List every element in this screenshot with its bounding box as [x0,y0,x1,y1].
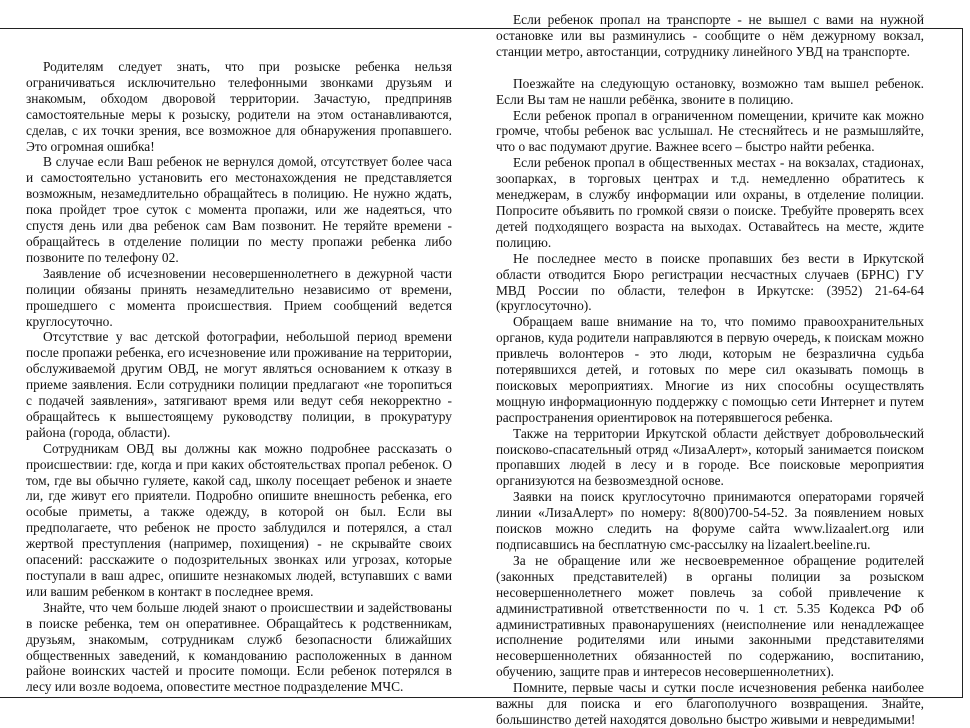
paragraph-lost-on-transport: Если ребенок пропал на транспорте - не вышел с вами на нужной остановке или вы разминулись - сообщите о нём дежурному вокзал, станции метро, автостанции, сотруднику линейного УВД на транспорте. [496,12,924,59]
paragraph-describe-incident: Сотрудникам ОВД вы должны как можно подробнее рассказать о происшествии: где, когда и при каких обстоятельствах пропал ребенок. О том, где вы обычно гуляете, какой сад, школу посещает ребенок и знаете ли, где живут его приятели. Подробно опишите внешность ребенка, его особые приметы, а также одежду, в которой он был. Если вы предполагаете, что ребенок не просто заблудился и потерялся, а стал жертвой преступления (например, похищения) - не скрывайте своих опасений: расскажите о подозрительных звонках или угрозах, которые поступали в ваш адрес, опишите незнакомых людей, вступавших с вами или вашим ребенком в контакт в последнее время. [26,440,452,599]
paragraph-involve-people: Знайте, что чем больше людей знают о происшествии и задействованы в поиске ребенка, тем он оперативнее. Обращайтесь к родственникам, друзьям, знакомым, сотрудникам служб безопасности ближайших общественных заведений, к командованию расположенных в данном районе воинских частей и просите помощи. Если ребенок потерялся в лесу или возле водоема, оповестите местное подразделение МЧС. [26,599,452,695]
paragraph-report-acceptance: Заявление об исчезновении несовершеннолетнего в дежурной части полиции обязаны принять незамедлительно независимо от времени, прошедшего с момента происшествия. Прием сообщений ведется круглосуточно. [26,265,452,329]
paragraph-public-places: Если ребенок пропал в общественных местах - на вокзалах, стадионах, зоопарках, в торговых центрах и т.д. немедленно обратитесь к менеджерам, в службу информации или охраны, в отделение полиции. Попросите объявить по громкой связи о поиске. Требуйте проверять всех детей подходящего возраста на выходах. Оставайтесь на месте, ждите полицию. [496,155,924,250]
left-text-column [26,59,452,695]
paragraph-spacer [496,60,924,76]
paragraph-hotline: Заявки на поиск круглосуточно принимаются операторами горячей линии «ЛизаАлерт» по номеру: 8(800)700-54-52. За появлением новых поисков можно следить на форуме сайта www.lizaalert.org или подписавшись на бесплатную смс-рассылку на lizaalert.beeline.ru. [496,489,924,552]
paragraph-volunteers: Обращаем ваше внимание на то, что помимо правоохранительных органов, куда родители направляются в первую очередь, к поискам можно привлечь волонтеров - это люди, которым не безразлична судьба потерявшихся детей, и готовых по мере сил оказывать помощь в поисковых мероприятиях. Многие из них способны осуществлять мощную информационную поддержку с помощью сети Интернет и путем распространения ориентировок на потерявшегося ребенка. [496,314,924,425]
paragraph-liability: За не обращение или же несвоевременное обращение родителей (законных представителей) в органы полиции за розыском несовершеннолетнего может повлечь за собой привлечение к административной ответственности по ч. 1 ст. 5.35 Кодекса РФ об административных правонарушениях (неисполнение или ненадлежащее исполнение родителями или иными законными представителями несовершеннолетних обязанностей по содержанию, воспитанию, обучению, защите прав и интересов несовершеннолетних). [496,552,924,680]
paragraph-search-warning: Родителям следует знать, что при розыске ребенка нельзя ограничиваться исключительно телефонными звонками друзьям и знакомым, обходом дворовой территории. Зачастую, предприняв самостоятельные меры к розыску, родители на этом останавливаются, сделав, с их точки зрения, все возможное для обнаружения пропавшего. Это огромная ошибка! [26,59,452,154]
paragraph-contact-police: В случае если Ваш ребенок не вернулся домой, отсутствует более часа и самостоятельно установить его местонахождения не представляется возможным, незамедлительно обращайтесь в полицию. Не нужно ждать, пока пройдет трое суток с момента пропажи, или же надеяться, что спустя день или два ребенок сам Вам позвонит. Не теряйте времени - обращайтесь в отделение полиции по месту пропажи ребенка либо позвоните по телефону 02. [26,154,452,265]
paragraph-liza-alert: Также на территории Иркутской области действует добровольческий поисково-спасательный отряд «ЛизаАлерт», который занимается поиском пропавших людей в лесу и в городе. Все поисковые мероприятия организуются на безвозмездной основе. [496,425,924,489]
paragraph-first-hours: Помните, первые часы и сутки после исчезновения ребенка наиболее важны для поиска и его благополучного возвращения. Знайте, большинство детей находятся довольно быстро живыми и невредимыми! [496,680,924,727]
paragraph-brns-bureau: Не последнее место в поиске пропавших без вести в Иркутской области отводится Бюро регистрации несчастных случаев (БРНС) ГУ МВД России по области, телефон в Иркутске: (3952) 21-64-64 (круглосуточно). [496,250,924,314]
paragraph-enclosed-space: Если ребенок пропал в ограниченном помещении, кричите как можно громче, чтобы ребенок вас услышал. Не стесняйтесь и не размышляйте, что о вас подумают другие. Важнее всего – быстро найти ребенка. [496,107,924,155]
paragraph-next-stop: Поезжайте на следующую остановку, возможно там вышел ребенок. Если Вы там не нашли ребёнка, звоните в полицию. [496,75,924,107]
paragraph-no-refusal: Отсутствие у вас детской фотографии, небольшой период времени после пропажи ребенка, его исчезновение или проживание на территории, обслуживаемой другим ОВД, не могут являться основанием к отказу в приеме заявления. Если сотрудники полиции предлагают «не торопиться с подачей заявления», затягивают время или ведут себя некорректно - обращайтесь к вышестоящему руководству полиции, в прокуратуру района (города, области). [26,329,452,440]
page-frame-right-rule [962,28,963,698]
right-text-column [496,12,924,728]
